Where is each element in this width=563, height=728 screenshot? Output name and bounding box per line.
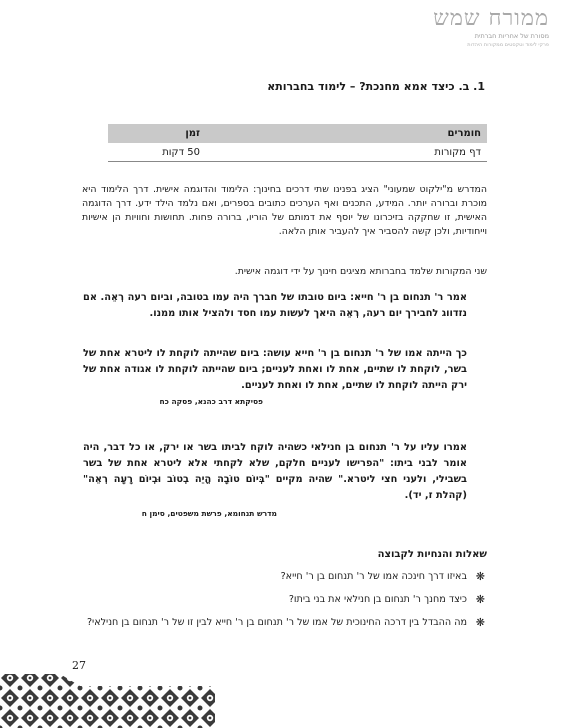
quote-1-part-2: כך הייתה אמו של ר' תנחום בן ר' חייא עושה: ביום שהייתה לוקחת לו ליטרא אחת של בשר, לוקחת לו שתיים, אחת לו ואחת לעניים; ביום שהייתה לוקחת לו אגודה אחת של ירק הייתה לוקחת לו שתיים, אחת לו ואחת לעניים.: [83, 348, 467, 391]
time-column-header: זמן: [185, 128, 200, 139]
list-item: [84, 570, 485, 583]
list-item: [84, 593, 485, 606]
materials-cell: דף מקורות: [434, 146, 481, 158]
question-text: כיצד מחנך ר' תנחום בן חנילאי את בני ביתו?: [288, 594, 467, 605]
page-number: 27: [72, 659, 86, 672]
intro-paragraph: המדרש מ"ילקוט שמעוני" הציג בפנינו שתי דרכים בחינוך: הלימוד והדוגמה אישית. דרך הלימוד היא מוכרת וברורה יותר. המידע, התכנים ואף הערכים כתובים בספרים, ואם נלמד הילד ידע. דרך הדוגמה האישית, זו שחקקה בזיכרונו של יוסף את דמותם של הוריו, ברורה פחות. תחושות וחוויות הן אישיות וייחודיות, ולכן קשה להסביר איך להעביר אותן הלאה.: [82, 184, 487, 237]
flower-bullet-icon: ❋: [475, 616, 485, 629]
quote-1-part-1: אמר ר' תנחום בן ר' חייא: ביום טובתו של חברך היה עמו בטובה, וביום רעה רְאֵה. אם נזדווג לחבירך יום רעה, רְאֵה היאך לעשות עמו חסד ולהציל אותו ממנו.: [83, 292, 467, 319]
sources-intro: שני המקורות שלמד בחברותא מציגים חינוך על ידי דוגמה אישית.: [234, 266, 487, 277]
question-text: מה ההבדל בין דרכה החינוכית של אמו של ר' תנחום בן ר' חייא לבין זו של ר' תנחום בן חנילאי?: [86, 617, 467, 628]
question-text: באיזו דרך חינכה אמו של ר' תנחום בן ר' חייא?: [280, 571, 467, 582]
flower-bullet-icon: ❋: [475, 593, 485, 606]
source-citation-1: פסיקתא דרב כהנא, פסקה כח: [159, 397, 263, 406]
publication-logo: [429, 6, 549, 49]
decorative-ornament-border: [0, 668, 215, 728]
materials-column-header: חומרים: [447, 128, 481, 139]
flower-bullet-icon: ❋: [475, 570, 485, 583]
quote-2: אמרו עליו על ר' תנחום בן חנילאי כשהיה לוקח לביתו בשר או ירק, או כל דבר, היה אומר לבני ביתו: "הפרישו לעניים חלקם, שלא לקחתי אלא ליטרא אחת של בשר בשבילי, ולעני חצי ליטרא." שהיה מקיים "בְּיוֹם טוֹבָה הֱיֵה בְטוֹב וּבְיוֹם רָעָה רְאֵה" (קהלת ז, יד).: [83, 442, 467, 501]
logo-subtitle: מסורת של אחריות חברתית: [474, 32, 549, 40]
section-title: 1. ב. כיצד אמא מחנכת? – לימוד בחברותא: [267, 80, 485, 93]
logo-tagline: פרקי לימוד וטקסטים ממקורות היהדות: [467, 42, 549, 48]
logo-title: ממורח שמש: [433, 6, 549, 31]
source-citation-2: מדרש תנחומא, פרשת משפטים, סימן ח: [141, 509, 277, 518]
questions-title: שאלות והנחיות לקבוצה: [377, 549, 487, 560]
table-header-row: [108, 124, 487, 143]
list-item: [84, 616, 485, 629]
time-cell: 50 דקות: [162, 146, 200, 158]
table-row: [108, 143, 487, 162]
materials-table: [108, 124, 487, 162]
